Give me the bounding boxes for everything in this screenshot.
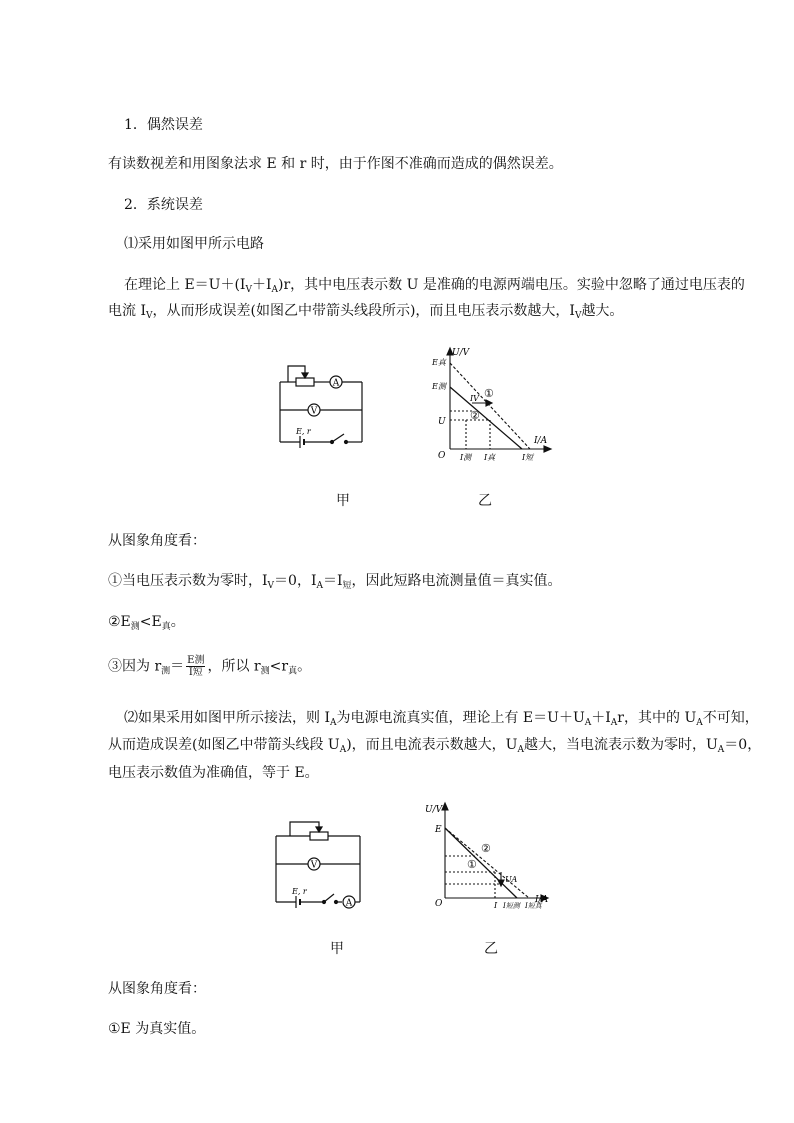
case-1-intro-line2: 电流 $I_V$，从而形成误差(如图乙中带箭头线段所示)，而且电压表示数越大，$I_V$越大。 [108,303,624,321]
g1-marker-1: ① [484,387,494,400]
case-2-line-2: 从而造成误差(如图乙中带箭头线段 $U_A$)，而且电流表示数越大，$U_A$越大，当电流表示数为零时，$U_A=0$， [108,737,762,755]
g1-origin: O [438,451,446,461]
case-1-point-1: ①当电压表示数为零时，$I_V=0$，$I_A=I_短$，因此短路电流测量值＝真实值。 [108,573,562,591]
ui-graph-1 [430,345,560,467]
g2-e: E [435,825,442,835]
ammeter-label-2: A [345,898,353,909]
case-1-heading: ⑴采用如图甲所示电路 [124,236,264,252]
voltmeter-label-1: V [310,406,318,417]
fig-2-caption-jia: 甲 [330,941,344,957]
g1-x-axis-label: I/A [534,436,548,446]
case-1-point-3: ③因为 $r_测=$ $\frac{\text{E测}}{\text{I短}}$ ，所以 $r_测<r_真$。 [108,655,312,678]
g2-i-short-true: I短真 [525,902,542,910]
case-1-point-2: $②E_测<E_真$。 [108,614,185,632]
g2-y-axis-label: U/V [425,805,443,815]
voltmeter-label-2: V [310,860,318,871]
g2-marker-2: ② [481,842,491,855]
fig-2-caption-yi: 乙 [484,941,498,957]
g2-i-short-meas: I短测 [503,902,520,910]
fig-1-caption-yi: 乙 [478,493,492,509]
g2-ua: UA [505,875,518,884]
g1-i-meas: I测 [460,453,472,462]
case-1-intro-line1: 在理论上 $E=U+(I_V+I_A)r$，其中电压表示数 U 是准确的电源两端电压。实验中忽略了通过电压表的 [124,277,745,295]
g2-origin: O [435,899,443,909]
g1-i-short: I短 [522,453,534,462]
section-2-title: 2．系统误差 [124,197,203,213]
ui-graph-2 [425,800,560,922]
section-1-title: 1．偶然误差 [124,117,203,133]
g1-i-true: I真 [484,453,496,462]
g2-i: I [494,901,498,910]
case-2-point-1: ①E 为真实值。 [108,1021,206,1037]
ammeter-label-1: A [332,378,340,389]
source-label-1: E, r [296,427,311,436]
g1-e-true: E真 [432,358,446,367]
g2-x-axis-label: I/A [535,895,549,905]
case-2-view-heading: 从图象角度看： [108,981,206,997]
g2-marker-1: ① [467,858,477,871]
case-1-view-heading: 从图象角度看： [108,533,206,549]
g1-y-axis-label: U/V [452,348,470,358]
case-2-line-1: ⑵如果采用如图甲所示接法，则 $I_A$为电源电流真实值，理论上有 $E=U+U_A+I_Ar$，其中的 $U_A$不可知， [124,710,759,728]
case-2-line-3: 电压表示数值为准确值，等于 E。 [108,765,319,781]
source-label-2: E, r [292,887,307,896]
g1-u: U [438,417,446,427]
g1-e-meas: E测 [432,382,446,391]
circuit-diagram-2 [270,818,366,914]
section-1-text: 有读数视差和用图象法求 E 和 r 时，由于作图不准确而造成的偶然误差。 [108,156,563,172]
circuit-diagram-1 [274,360,370,454]
g1-marker-2: ② [470,409,480,422]
g1-iv: IV [470,394,479,403]
fig-1-caption-jia: 甲 [336,493,350,509]
